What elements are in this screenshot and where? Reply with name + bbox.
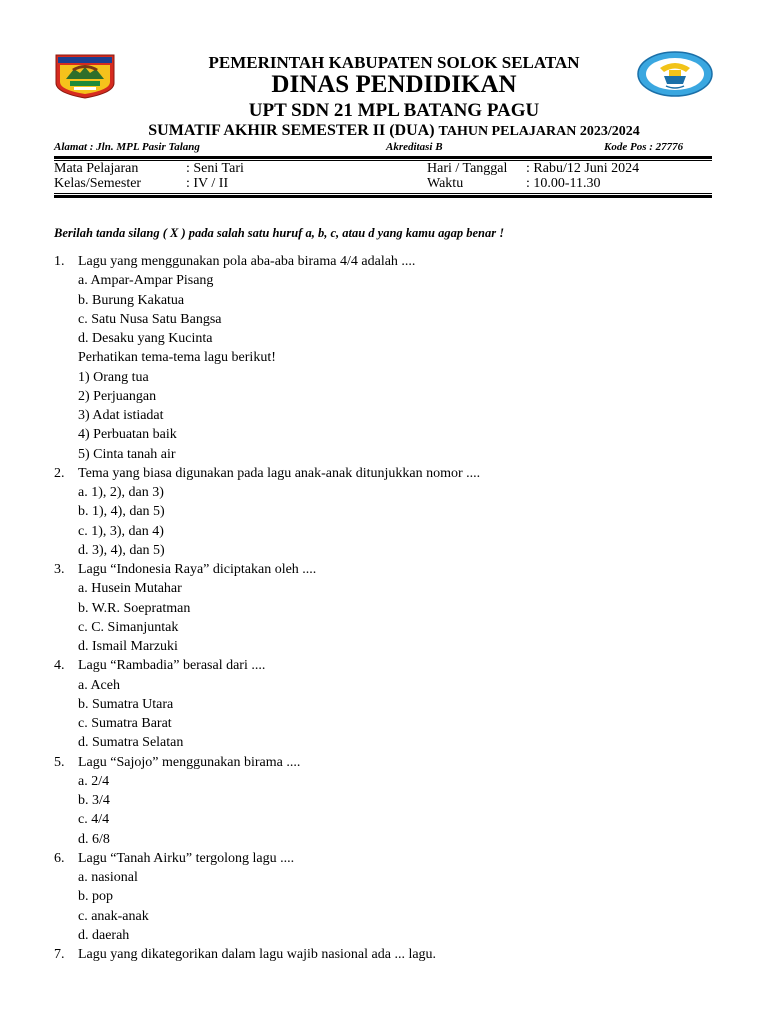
subject-value: : Seni Tari bbox=[186, 161, 244, 176]
answer-option: d. Desaku yang Kucinta bbox=[78, 331, 213, 346]
answer-option: c. 1), 3), dan 4) bbox=[78, 523, 164, 539]
answer-option: d. 6/8 bbox=[78, 831, 110, 847]
school-name: UPT SDN 21 MPL BATANG PAGU bbox=[248, 100, 540, 121]
question-text: Lagu “Tanah Airku” tergolong lagu .... bbox=[78, 850, 295, 866]
answer-option: c. C. Simanjuntak bbox=[78, 619, 179, 635]
accreditation: Akreditasi B bbox=[386, 141, 443, 153]
answer-option: a. Aceh bbox=[78, 677, 120, 693]
exam-title bbox=[0, 122, 768, 140]
question-text: Lagu yang dikategorikan dalam lagu wajib nasional ada ... lagu. bbox=[78, 947, 437, 962]
info-divider-thin bbox=[54, 193, 712, 194]
answer-option: c. Satu Nusa Satu Bangsa bbox=[78, 311, 222, 327]
answer-option: 3) Adat istiadat bbox=[78, 408, 164, 423]
answer-option: d. daerah bbox=[78, 927, 130, 943]
question-number: 4. bbox=[54, 658, 65, 674]
info-divider-thick bbox=[54, 195, 712, 198]
answer-option: d. Ismail Marzuki bbox=[78, 639, 178, 654]
answer-option: b. 1), 4), dan 5) bbox=[78, 504, 165, 520]
question-text: Tema yang biasa digunakan pada lagu anak-anak ditunjukkan nomor .... bbox=[78, 465, 481, 481]
answer-option: a. 2/4 bbox=[78, 773, 110, 789]
answer-option: b. W.R. Soepratman bbox=[78, 600, 191, 616]
day-label: Hari / Tanggal bbox=[427, 161, 508, 176]
answer-option: 2) Perjuangan bbox=[78, 388, 157, 404]
academic-year: TAHUN PELAJARAN 2023/2024 bbox=[438, 124, 640, 139]
answer-option: a. Husein Mutahar bbox=[78, 581, 182, 597]
government-title: PEMERINTAH KABUPATEN SOLOK SELATAN bbox=[208, 53, 580, 72]
answer-option: b. 3/4 bbox=[78, 793, 110, 808]
answer-option: b. pop bbox=[78, 889, 113, 905]
answer-option: c. anak-anak bbox=[78, 908, 149, 924]
question-number: 2. bbox=[54, 465, 65, 481]
class-value: : IV / II bbox=[186, 176, 229, 191]
answer-option: c. Sumatra Barat bbox=[78, 716, 172, 731]
question-text: Lagu “Rambadia” berasal dari .... bbox=[78, 658, 266, 674]
answer-option: b. Sumatra Utara bbox=[78, 696, 174, 712]
time-label: Waktu bbox=[427, 176, 464, 191]
question-number: 1. bbox=[54, 254, 65, 269]
class-label: Kelas/Semester bbox=[54, 176, 142, 191]
answer-option: Perhatikan tema-tema lagu berikut! bbox=[78, 350, 276, 366]
question-number: 3. bbox=[54, 562, 65, 577]
question-text: Lagu yang menggunakan pola aba-aba birama 4/4 adalah .... bbox=[78, 254, 416, 269]
time-value: : 10.00-11.30 bbox=[526, 176, 601, 191]
answer-option: 4) Perbuatan baik bbox=[78, 427, 177, 443]
question-number: 7. bbox=[54, 947, 65, 962]
exam-name: SUMATIF AKHIR SEMESTER II (DUA) bbox=[148, 122, 435, 139]
question-number: 5. bbox=[54, 754, 65, 770]
school-address: Alamat : Jln. MPL Pasir Talang bbox=[54, 141, 200, 153]
department-title: DINAS PENDIDIKAN bbox=[271, 71, 517, 98]
question-number: 6. bbox=[54, 850, 65, 866]
day-value: : Rabu/12 Juni 2024 bbox=[526, 161, 640, 176]
answer-option: d. 3), 4), dan 5) bbox=[78, 542, 165, 558]
answer-option: a. Ampar-Ampar Pisang bbox=[78, 273, 214, 289]
question-text: Lagu “Indonesia Raya” diciptakan oleh .... bbox=[78, 562, 317, 577]
answer-option: c. 4/4 bbox=[78, 812, 110, 828]
header-divider-thick bbox=[54, 156, 712, 159]
answer-option: d. Sumatra Selatan bbox=[78, 735, 184, 751]
answer-option: b. Burung Kakatua bbox=[78, 292, 185, 308]
instructions: Berilah tanda silang ( X ) pada salah satu huruf a, b, c, atau d yang kamu agap benar ! bbox=[54, 226, 505, 240]
postcode: Kode Pos : 27776 bbox=[604, 141, 684, 153]
subject-label: Mata Pelajaran bbox=[54, 161, 139, 176]
question-text: Lagu “Sajojo” menggunakan birama .... bbox=[78, 754, 301, 770]
answer-option: a. 1), 2), dan 3) bbox=[78, 485, 164, 500]
answer-option: a. nasional bbox=[78, 870, 138, 885]
answer-option: 1) Orang tua bbox=[78, 369, 149, 385]
answer-option: 5) Cinta tanah air bbox=[78, 446, 176, 462]
